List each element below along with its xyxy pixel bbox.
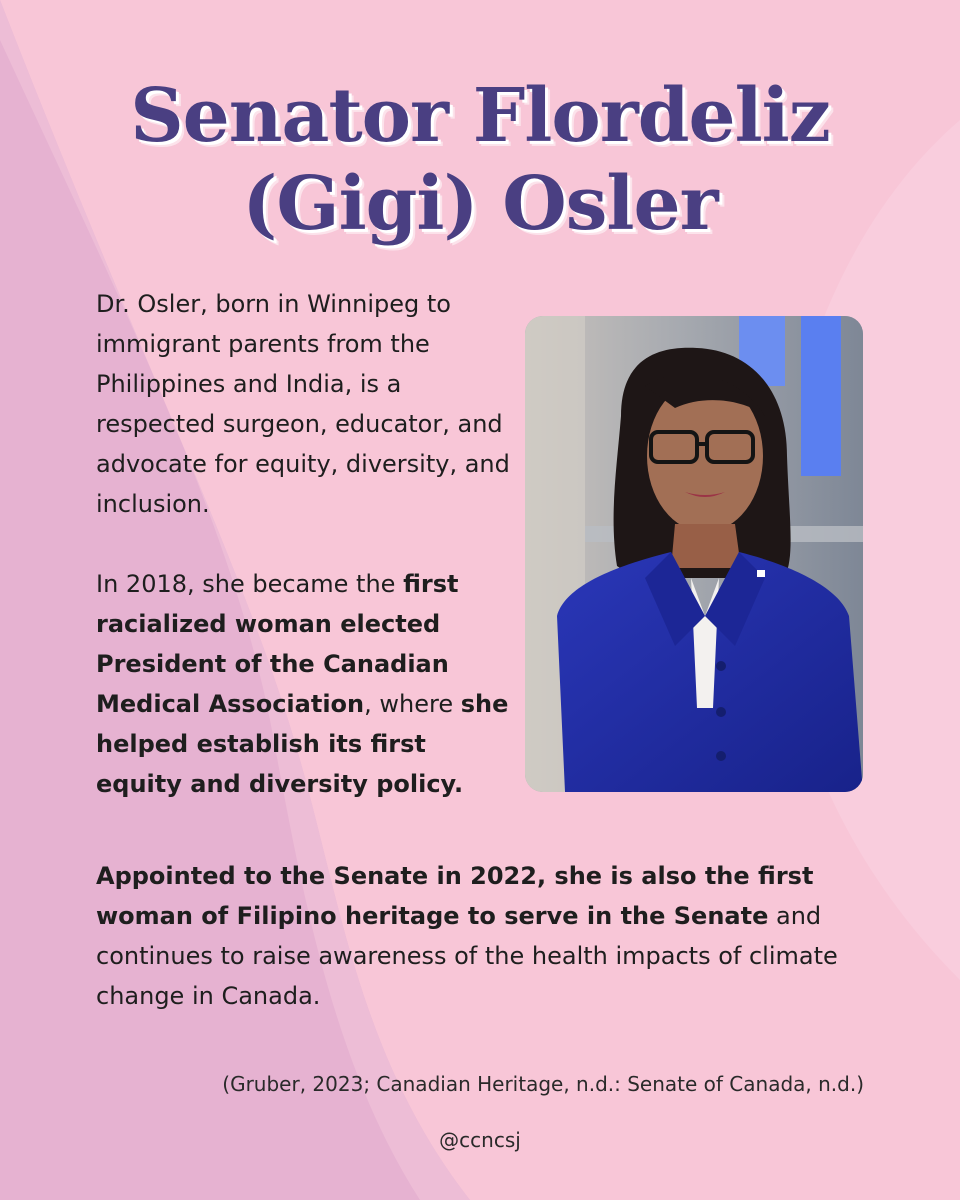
bio-paragraph-2-text-2: , where [364, 690, 461, 718]
portrait-photo [525, 316, 863, 792]
title-line-1: Senator Flordeliz [130, 73, 830, 159]
bio-paragraph-3-bold-1: Appointed to the Senate in 2022, she is also the first woman of Filipino heritage to serve in the Senate [96, 862, 814, 930]
bio-paragraph-2-bold-2: she helped establish its first equity and diversity policy. [96, 690, 509, 798]
bio-paragraph-2 [96, 564, 516, 804]
bio-paragraph-3 [96, 856, 876, 1016]
bio-paragraph-1: Dr. Osler, born in Winnipeg to immigrant parents from the Philippines and India, is a respected surgeon, educator, and advocate for equity, diversity, and inclusion. [96, 290, 510, 518]
bio-paragraph-2-text-1: In 2018, she became the [96, 570, 404, 598]
bio-paragraph-2-bold-1: first racialized woman elected President of the Canadian Medical Association [96, 570, 459, 718]
portrait-illustration [525, 316, 863, 792]
title-line-2: (Gigi) Osler [242, 161, 718, 247]
bio-paragraph-3-text-1: and continues to raise awareness of the health impacts of climate change in Canada. [96, 902, 838, 1010]
social-handle: @ccncsj [439, 1128, 521, 1152]
page-title [0, 72, 960, 248]
citation-text: (Gruber, 2023; Canadian Heritage, n.d.: Senate of Canada, n.d.) [222, 1072, 864, 1096]
